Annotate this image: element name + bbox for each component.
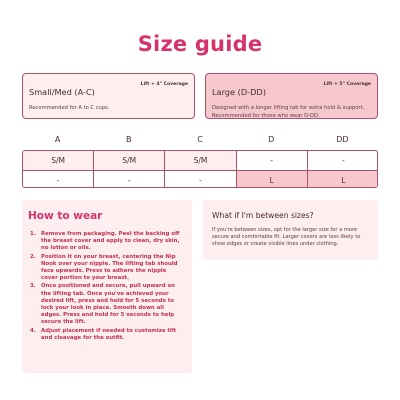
table-cell: - <box>341 156 345 165</box>
page-title: Size guide <box>137 32 263 56</box>
step-text: Position it on your breast, centering the Nip Nook over your nipple. The lifting tab should face upwards. Press to adhere the nipple cover portion to your breast. <box>41 253 178 282</box>
step-text: Remove from packaging. Peel the backing off the breast cover and apply to clean, dry skin, no lotion or oils. <box>41 231 180 252</box>
card-desc-large: Designed with a longer lifting tab for extra hold & support. Recommended for those who wear D-DD. <box>212 105 365 119</box>
list-item <box>30 283 184 326</box>
step-text: Once positioned and secure, pull upward on the lifting tab. Once you've achieved your desired lift, press and hold for 5 seconds to lock your look in place. Smooth down all edges. Press and hold for 5 seconds to help secure the lift. <box>41 283 175 326</box>
list-item <box>30 231 184 253</box>
list-item <box>30 328 184 342</box>
step-number: 4. <box>30 327 36 334</box>
step-number: 3. <box>30 283 36 290</box>
table-cell: L <box>308 171 378 188</box>
table-row-large <box>23 170 378 188</box>
how-to-wear-title: How to wear <box>28 210 103 222</box>
table-cell: - <box>94 171 165 188</box>
step-number: 1. <box>30 231 36 237</box>
table-cell: S/M <box>23 151 94 170</box>
table-cell: - <box>237 151 308 170</box>
table-cell: - <box>23 171 94 188</box>
column-header-b: B <box>126 135 132 144</box>
between-sizes-panel <box>203 200 378 260</box>
card-coverage-small-med: Lift + 4" Coverage <box>140 82 188 87</box>
column-header-c: C <box>197 135 203 144</box>
size-card-small-med <box>22 73 195 119</box>
step-text: Adjust placement if needed to customize lift and cleavage for the outfit. <box>41 327 177 341</box>
table-cell: L <box>237 171 308 188</box>
column-header-dd: DD <box>336 135 349 144</box>
column-header-a: A <box>54 135 61 144</box>
between-sizes-title: What if I'm between sizes? <box>212 211 314 220</box>
table-cell: - <box>165 171 236 188</box>
how-to-wear-steps <box>30 231 184 342</box>
how-to-wear-panel <box>22 200 192 373</box>
size-card-large <box>205 73 378 119</box>
card-name-small-med: Small/Med (A-C) <box>29 87 95 97</box>
step-number: 2. <box>30 253 36 260</box>
column-header-d: D <box>268 135 275 144</box>
table-cell: S/M <box>165 151 236 170</box>
card-desc-small-med: Recommended for A to C cups. <box>29 105 110 111</box>
between-sizes-text: If you're between sizes, opt for the larger size for a more secure and comfortable fit. Larger covers are less likely to show edges or create visible lines under clothing. <box>212 227 361 247</box>
table-row-small-med <box>23 151 378 170</box>
list-item <box>30 254 184 283</box>
size-table <box>22 150 378 188</box>
card-name-large: Large (D-DD) <box>212 87 266 97</box>
table-cell: S/M <box>94 151 165 170</box>
card-coverage-large: Lift + 5" Coverage <box>323 82 371 87</box>
